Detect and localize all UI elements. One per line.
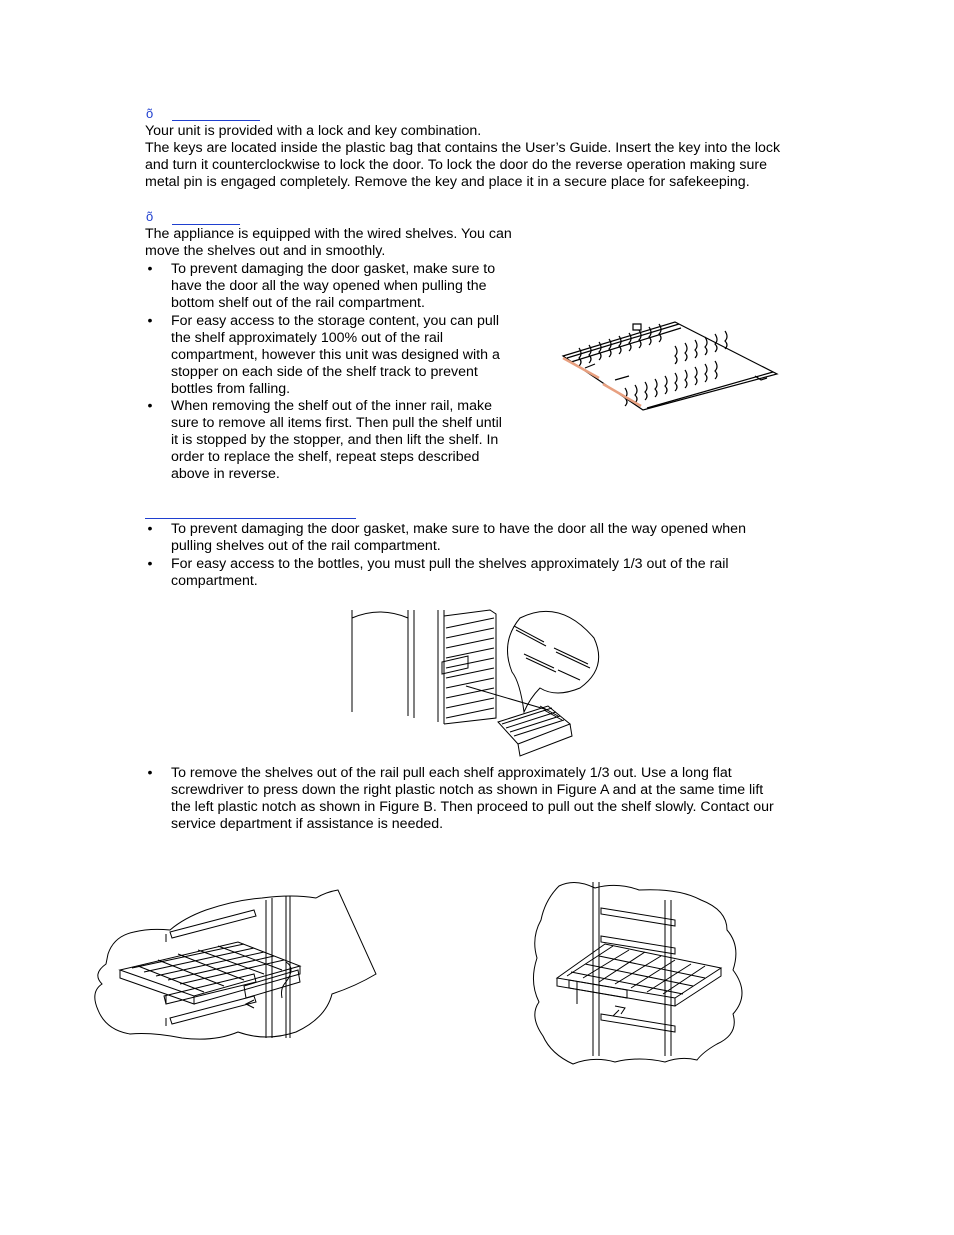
bullet-line: sure to remove all items first. Then pull the shelf until — [171, 415, 502, 431]
bullet-line: order to replace the shelf, repeat steps described — [171, 449, 480, 465]
figure-b-illustration — [515, 880, 747, 1060]
bullet-line: the left plastic notch as shown in Figure B. Then proceed to pull out the shelf slowly. Contact our — [171, 799, 774, 815]
bullet-dot: • — [147, 261, 153, 277]
shelves-intro-line: The appliance is equipped with the wired shelves. You can — [145, 226, 512, 242]
lock-line: metal pin is engaged completely. Remove the key and place it in a secure place for safekeeping. — [145, 174, 750, 190]
lock-line: and turn it counterclockwise to lock the door. To lock the door do the reverse operation making sure — [145, 157, 767, 173]
heading-underline-lock — [172, 120, 260, 121]
bullet-line: When removing the shelf out of the inner rail, make — [171, 398, 492, 414]
bullet-dot: • — [147, 556, 153, 572]
bullet-line: have the door all the way opened when pulling the — [171, 278, 487, 294]
bullet-line: compartment. — [171, 573, 258, 589]
shelves-intro — [145, 226, 512, 260]
bullet-line: For easy access to the bottles, you must pull the shelves approximately 1/3 out of the rail — [171, 556, 729, 572]
rail-shelf-illustration — [348, 606, 610, 766]
bullet-line: To prevent damaging the door gasket, make sure to have the door all the way opened when — [171, 521, 746, 537]
section-marker-shelves: õ — [146, 209, 154, 224]
bullet-dot: • — [147, 521, 153, 537]
lock-line: The keys are located inside the plastic bag that contains the User’s Guide. Insert the key into the lock — [145, 140, 781, 156]
bullet-line: above in reverse. — [171, 466, 280, 482]
bullet-line: stopper on each side of the shelf track to prevent — [171, 364, 478, 380]
section-marker-lock: õ — [146, 106, 154, 121]
bullet-dot: • — [147, 398, 153, 414]
lock-paragraph — [145, 123, 780, 191]
bullet-line: pulling shelves out of the rail compartment. — [171, 538, 441, 554]
bullet-line: To prevent damaging the door gasket, make sure to — [171, 261, 496, 277]
bullet-line: service department if assistance is needed. — [171, 816, 444, 832]
bullet-line: bottles from falling. — [171, 381, 291, 397]
bullet-line: To remove the shelves out of the rail pull each shelf approximately 1/3 out. Use a long flat — [171, 765, 732, 781]
heading-underline-rails — [145, 518, 356, 519]
bullet-line: bottom shelf out of the rail compartment. — [171, 295, 425, 311]
figure-a-illustration — [104, 888, 379, 1040]
bullet-line: compartment, however this unit was designed with a — [171, 347, 500, 363]
bullet-line: For easy access to the storage content, you can pull — [171, 313, 500, 329]
shelves-intro-line: move the shelves out and in smoothly. — [145, 243, 386, 259]
bullet-dot: • — [147, 313, 153, 329]
lock-line: Your unit is provided with a lock and key combination. — [145, 123, 482, 139]
bullet-line: the shelf approximately 100% out of the rail — [171, 330, 444, 346]
wire-shelf-illustration — [555, 318, 785, 418]
heading-underline-shelves — [172, 224, 240, 225]
bullet-line: screwdriver to press down the right plastic notch as shown in Figure A and at the same time lift — [171, 782, 764, 798]
bullet-dot: • — [147, 765, 153, 781]
bullet-line: it is stopped by the stopper, and then lift the shelf. In — [171, 432, 499, 448]
